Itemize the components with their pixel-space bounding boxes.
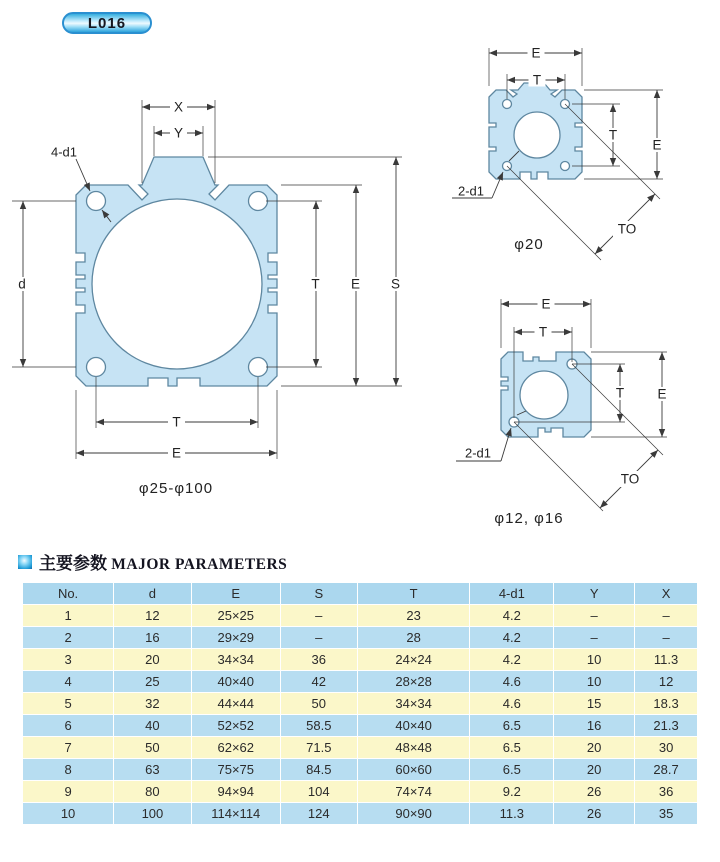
col-header-X: X xyxy=(635,583,698,605)
dim-label-T-top: T xyxy=(538,324,548,340)
table-cell: 20 xyxy=(114,649,192,671)
table-cell: 25×25 xyxy=(191,605,280,627)
table-cell: – xyxy=(635,605,698,627)
table-cell: 74×74 xyxy=(357,781,470,803)
dim-label-TO: TO xyxy=(620,471,640,487)
table-cell: 6.5 xyxy=(470,759,554,781)
dim-label-E-top: E xyxy=(531,45,541,61)
dim-label-2d1: 2-d1 xyxy=(457,183,485,199)
section-title xyxy=(18,549,287,574)
table-cell: 8 xyxy=(23,759,114,781)
table-cell: 44×44 xyxy=(191,693,280,715)
table-body xyxy=(23,605,698,825)
table-row xyxy=(23,693,698,715)
table-row xyxy=(23,715,698,737)
section-title-zh: 主要参数 xyxy=(39,554,107,573)
section-title-en: MAJOR PARAMETERS xyxy=(111,556,288,573)
table-cell: 50 xyxy=(114,737,192,759)
bore-hole xyxy=(520,371,568,419)
table-cell: 4.6 xyxy=(470,671,554,693)
table-cell: 100 xyxy=(114,803,192,825)
table-cell: 16 xyxy=(554,715,635,737)
table-header-row xyxy=(23,583,698,605)
model-badge-label: L016 xyxy=(87,14,127,32)
table-cell: 3 xyxy=(23,649,114,671)
table-cell: 90×90 xyxy=(357,803,470,825)
dim-label-T-right: T xyxy=(311,276,320,292)
table-cell: 75×75 xyxy=(191,759,280,781)
col-header-no: No. xyxy=(23,583,114,605)
table-cell: 9 xyxy=(23,781,114,803)
table-cell: 6.5 xyxy=(470,737,554,759)
caption-phi12-16: φ12, φ16 xyxy=(494,510,564,527)
table-cell: 11.3 xyxy=(635,649,698,671)
table-cell: 40×40 xyxy=(191,671,280,693)
table-cell: 104 xyxy=(280,781,357,803)
bore-hole xyxy=(514,112,560,158)
table-cell: 7 xyxy=(23,737,114,759)
table-cell: 20 xyxy=(554,737,635,759)
table-cell: 2 xyxy=(23,627,114,649)
table-row xyxy=(23,803,698,825)
table-row xyxy=(23,627,698,649)
table-cell: 16 xyxy=(114,627,192,649)
col-header-S: S xyxy=(280,583,357,605)
table-cell: 28.7 xyxy=(635,759,698,781)
caption-phi20: φ20 xyxy=(514,236,544,253)
table-cell: 4.2 xyxy=(470,649,554,671)
table-cell: – xyxy=(635,627,698,649)
table-cell: 12 xyxy=(114,605,192,627)
table-cell: – xyxy=(554,605,635,627)
col-header-d: d xyxy=(114,583,192,605)
table-cell: 36 xyxy=(635,781,698,803)
dim-label-T-top: T xyxy=(532,72,542,88)
table-row xyxy=(23,759,698,781)
table-cell: 28×28 xyxy=(357,671,470,693)
col-header-T: T xyxy=(357,583,470,605)
dim-label-E-right: E xyxy=(652,137,662,153)
dim-label-T-right: T xyxy=(608,127,618,143)
table-header xyxy=(23,583,698,605)
dim-label-d: d xyxy=(18,276,26,292)
table-cell: 71.5 xyxy=(280,737,357,759)
dim-label-T-right: T xyxy=(615,385,625,401)
dim-label-4d1: 4-d1 xyxy=(50,144,78,160)
dim-label-Y: Y xyxy=(173,125,184,141)
dim-label-TO: TO xyxy=(617,221,637,237)
table-cell: 1 xyxy=(23,605,114,627)
table-row xyxy=(23,649,698,671)
table-cell: 6 xyxy=(23,715,114,737)
dim-label-2d1: 2-d1 xyxy=(464,445,492,461)
phi20-profile-drawing xyxy=(452,46,666,261)
table-cell: – xyxy=(280,627,357,649)
table-cell: 28 xyxy=(357,627,470,649)
table-cell: 63 xyxy=(114,759,192,781)
dim-label-S: S xyxy=(390,276,401,292)
table-cell: 4.2 xyxy=(470,627,554,649)
caption-main: φ25-φ100 xyxy=(138,480,214,497)
table-cell: 10 xyxy=(554,671,635,693)
table-cell: – xyxy=(280,605,357,627)
table-row xyxy=(23,605,698,627)
table-cell: 60×60 xyxy=(357,759,470,781)
table-cell: 18.3 xyxy=(635,693,698,715)
table-cell: 10 xyxy=(554,649,635,671)
tie-rod-hole xyxy=(503,100,512,109)
table-cell: 6.5 xyxy=(470,715,554,737)
table-cell: 62×62 xyxy=(191,737,280,759)
table-cell: 11.3 xyxy=(470,803,554,825)
table-cell: 29×29 xyxy=(191,627,280,649)
table-cell: 15 xyxy=(554,693,635,715)
table-cell: 40×40 xyxy=(357,715,470,737)
tie-rod-hole xyxy=(249,192,268,211)
table-cell: 25 xyxy=(114,671,192,693)
major-parameters-table xyxy=(22,582,698,825)
table-cell: 20 xyxy=(554,759,635,781)
table-cell: 34×34 xyxy=(191,649,280,671)
table-cell: 23 xyxy=(357,605,470,627)
table-cell: 42 xyxy=(280,671,357,693)
dim-label-T-bottom: T xyxy=(172,414,181,430)
table-row xyxy=(23,737,698,759)
table-cell: 52×52 xyxy=(191,715,280,737)
table-row xyxy=(23,671,698,693)
col-header-E: E xyxy=(191,583,280,605)
dim-label-E-right: E xyxy=(657,386,667,402)
table-cell: 114×114 xyxy=(191,803,280,825)
table-cell: 36 xyxy=(280,649,357,671)
table-cell: 35 xyxy=(635,803,698,825)
dim-label-E-right: E xyxy=(350,276,361,292)
table-cell: 12 xyxy=(635,671,698,693)
col-header-Y: Y xyxy=(554,583,635,605)
table-cell: 32 xyxy=(114,693,192,715)
table-cell: 124 xyxy=(280,803,357,825)
table-cell: 34×34 xyxy=(357,693,470,715)
phi12-16-profile-drawing xyxy=(456,297,671,528)
table-cell: 10 xyxy=(23,803,114,825)
table-row xyxy=(23,781,698,803)
table-cell: 30 xyxy=(635,737,698,759)
dim-label-X: X xyxy=(173,99,184,115)
main-profile-drawing xyxy=(12,100,404,498)
section-title-text xyxy=(39,549,287,574)
bore-hole xyxy=(92,199,262,369)
table-cell: 84.5 xyxy=(280,759,357,781)
section-bullet-icon xyxy=(18,555,32,569)
tie-rod-hole xyxy=(87,192,106,211)
table-cell: 80 xyxy=(114,781,192,803)
table-cell: 5 xyxy=(23,693,114,715)
table-cell: 50 xyxy=(280,693,357,715)
leader-4d1 xyxy=(76,159,90,191)
col-header-4d1: 4-d1 xyxy=(470,583,554,605)
table-cell: 40 xyxy=(114,715,192,737)
table-cell: 4.2 xyxy=(470,605,554,627)
table-cell: 21.3 xyxy=(635,715,698,737)
table-cell: 94×94 xyxy=(191,781,280,803)
tie-rod-hole xyxy=(561,162,570,171)
table-cell: 26 xyxy=(554,803,635,825)
table-cell: 24×24 xyxy=(357,649,470,671)
dim-label-E-bottom: E xyxy=(171,445,182,461)
table-cell: – xyxy=(554,627,635,649)
table-cell: 4 xyxy=(23,671,114,693)
table-cell: 9.2 xyxy=(470,781,554,803)
model-badge xyxy=(62,12,152,34)
dim-label-E-top: E xyxy=(541,296,551,312)
tie-rod-hole xyxy=(87,358,106,377)
table-cell: 48×48 xyxy=(357,737,470,759)
table-cell: 4.6 xyxy=(470,693,554,715)
table-cell: 58.5 xyxy=(280,715,357,737)
technical-drawings xyxy=(0,40,720,545)
tie-rod-hole xyxy=(249,358,268,377)
table-cell: 26 xyxy=(554,781,635,803)
